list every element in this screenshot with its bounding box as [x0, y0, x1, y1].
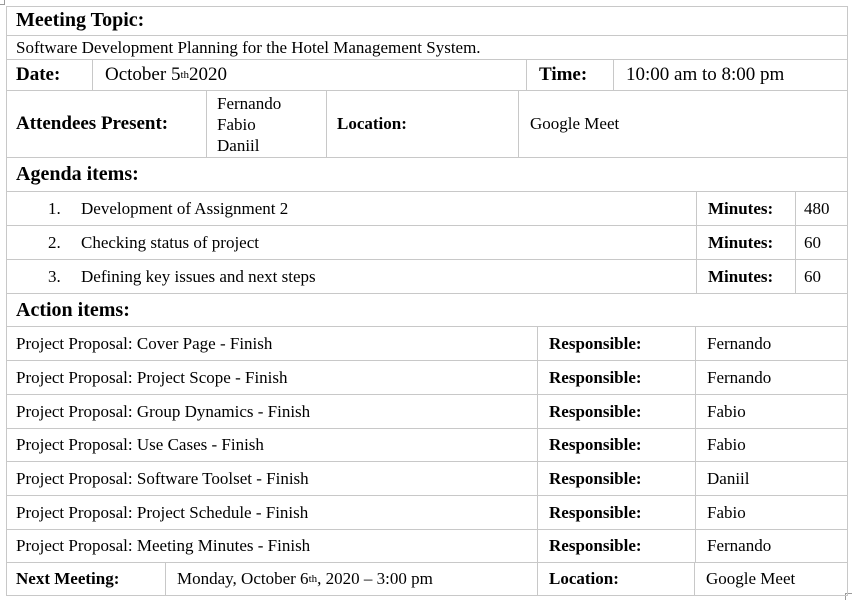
action-task: Project Proposal: Cover Page - Finish [16, 333, 273, 353]
meeting-topic-row [6, 6, 848, 36]
agenda-header-row [6, 158, 848, 192]
agenda-minutes-value: 60 [795, 226, 848, 259]
responsible-person: Fabio [695, 496, 848, 529]
responsible-person: Fabio [695, 429, 848, 461]
responsible-label: Responsible: [537, 327, 695, 360]
date-value: October 5 th 2020 [92, 60, 526, 90]
date-value-year: 2020 [189, 64, 228, 85]
date-label: Date: [16, 64, 61, 85]
agenda-item-text: Checking status of project [81, 232, 259, 252]
attendee-name: Daniil [217, 135, 260, 155]
agenda-label: Agenda items: [16, 163, 139, 185]
agenda-minutes-value: 480 [795, 192, 848, 225]
agenda-item-text: Development of Assignment 2 [81, 198, 289, 218]
responsible-person: Fernando [695, 327, 848, 360]
attendees-row [6, 91, 848, 158]
action-task: Project Proposal: Group Dynamics - Finish [16, 401, 311, 421]
next-meeting-location-label: Location: [537, 563, 694, 595]
responsible-label: Responsible: [537, 462, 695, 495]
attendee-name: Fernando [217, 93, 282, 113]
action-task: Project Proposal: Software Toolset - Finish [16, 468, 309, 488]
agenda-item-number: 3. [48, 266, 61, 286]
responsible-person: Fabio [695, 395, 848, 428]
action-item [6, 530, 848, 563]
responsible-label: Responsible: [537, 530, 695, 562]
responsible-label: Responsible: [537, 429, 695, 461]
attendee-name: Fabio [217, 114, 256, 134]
responsible-label: Responsible: [537, 496, 695, 529]
next-meeting-row [6, 563, 848, 596]
agenda-item-text: Defining key issues and next steps [81, 266, 316, 286]
action-item [6, 462, 848, 496]
action-task: Project Proposal: Use Cases - Finish [16, 435, 264, 454]
date-value-text: October 5 [105, 64, 181, 85]
action-task: Project Proposal: Project Scope - Finish [16, 367, 288, 387]
action-item [6, 429, 848, 462]
meeting-topic-value-row [6, 36, 848, 60]
action-item [6, 395, 848, 429]
location-value: Google Meet [518, 91, 848, 157]
next-meeting-label: Next Meeting: [16, 569, 120, 588]
time-value: 10:00 am to 8:00 pm [613, 60, 848, 90]
agenda-minutes-label: Minutes: [696, 226, 795, 259]
responsible-label: Responsible: [537, 361, 695, 394]
meeting-topic-label: Meeting Topic: [16, 9, 145, 31]
action-task: Project Proposal: Project Schedule - Finish [16, 502, 309, 522]
responsible-person: Fernando [695, 530, 848, 562]
action-item [6, 327, 848, 361]
attendees-list [206, 91, 326, 157]
action-task: Project Proposal: Meeting Minutes - Finish [16, 536, 311, 555]
action-item [6, 496, 848, 530]
agenda-item [6, 226, 848, 260]
page-corner-mark [0, 0, 5, 5]
agenda-item [6, 192, 848, 226]
agenda-item-number: 1. [48, 198, 61, 218]
agenda-item [6, 260, 848, 294]
meeting-topic-value: Software Development Planning for the Hotel Management System. [16, 37, 481, 57]
action-header-row [6, 294, 848, 327]
action-items-label: Action items: [16, 298, 130, 321]
attendees-label: Attendees Present: [16, 113, 169, 134]
agenda-minutes-label: Minutes: [696, 260, 795, 293]
meeting-minutes-document [6, 6, 848, 596]
agenda-minutes-label: Minutes: [696, 192, 795, 225]
time-label: Time: [526, 60, 613, 90]
next-meeting-date-rest: , 2020 – 3:00 pm [317, 569, 433, 588]
date-time-row [6, 60, 848, 91]
next-meeting-date-text: Monday, October 6 [177, 569, 309, 588]
responsible-label: Responsible: [537, 395, 695, 428]
agenda-minutes-value: 60 [795, 260, 848, 293]
action-item [6, 361, 848, 395]
responsible-person: Fernando [695, 361, 848, 394]
agenda-item-number: 2. [48, 232, 61, 252]
responsible-person: Daniil [695, 462, 848, 495]
next-meeting-value: Monday, October 6 th , 2020 – 3:00 pm [165, 563, 537, 595]
location-label: Location: [326, 91, 518, 157]
next-meeting-location-value: Google Meet [694, 563, 848, 595]
